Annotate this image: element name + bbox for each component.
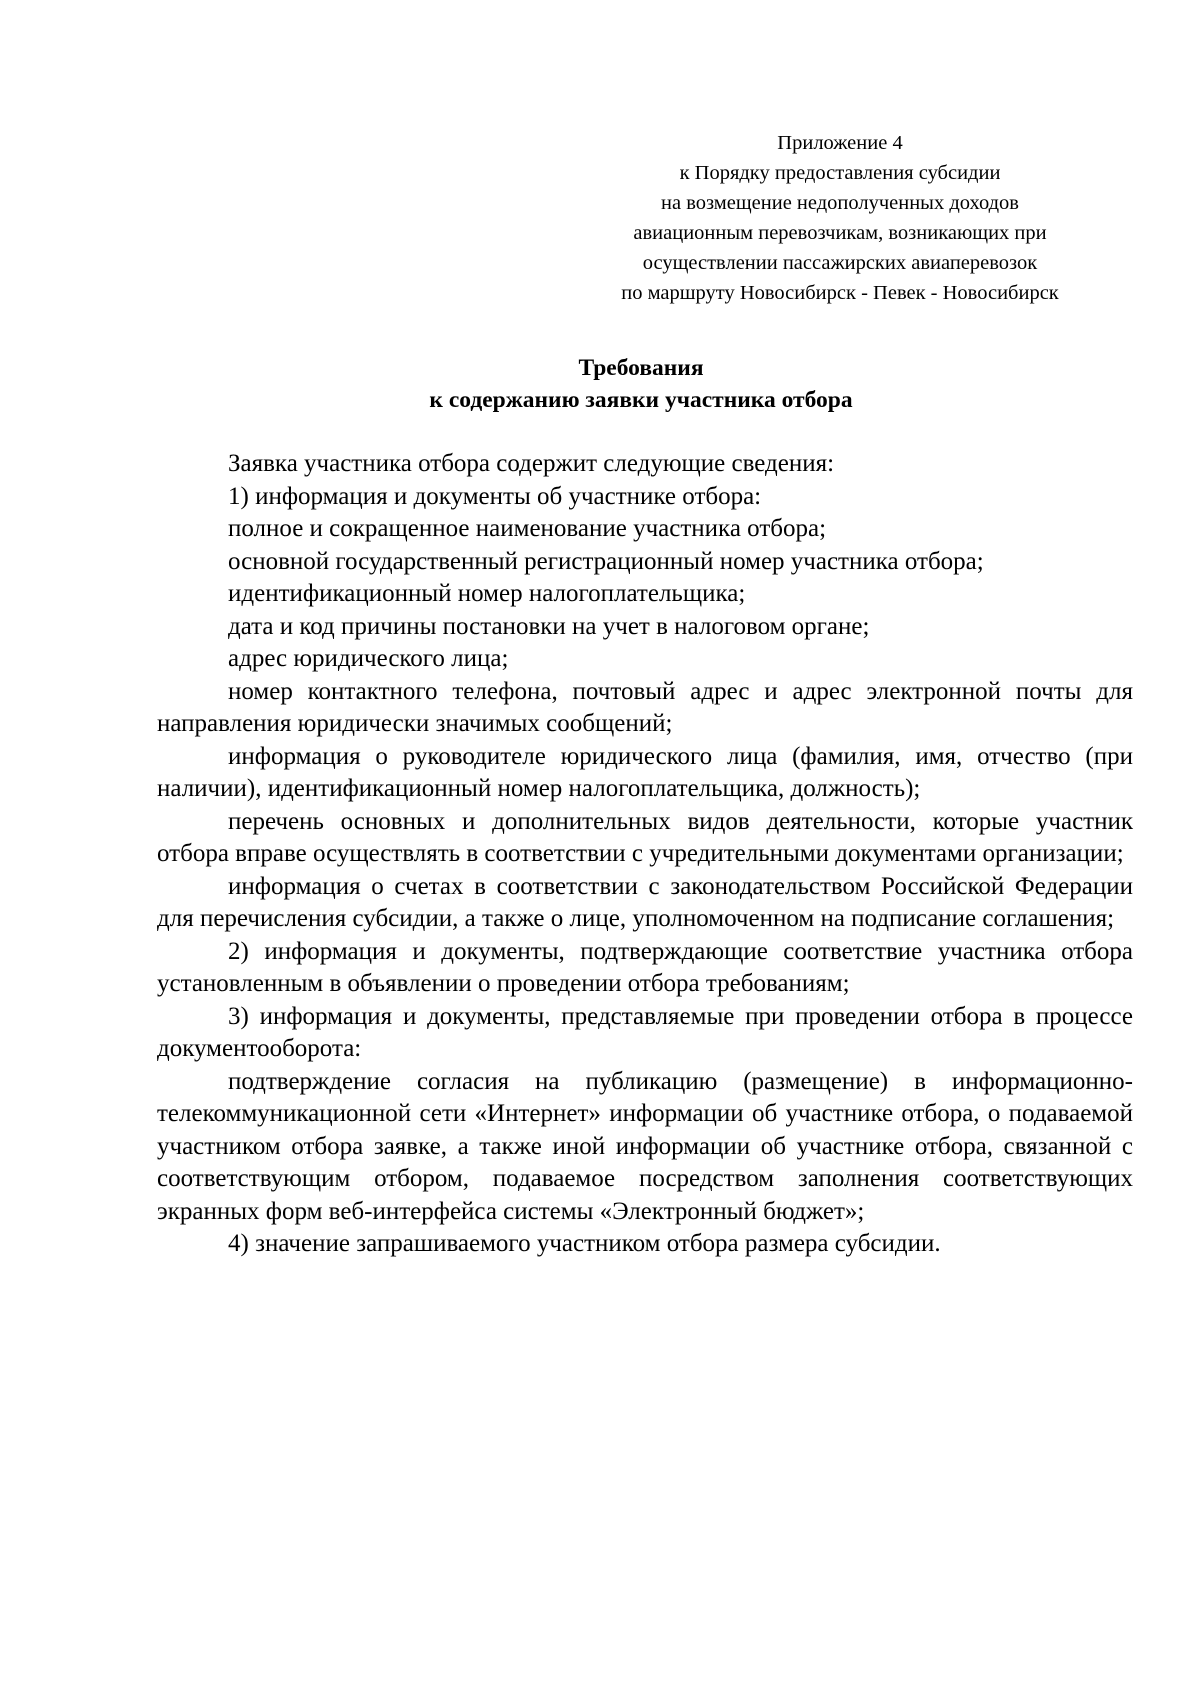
body-paragraph: 1) информация и документы об участнике отбора:: [228, 482, 762, 510]
appendix-line-number: Приложение 4: [777, 132, 903, 154]
appendix-reference: [600, 128, 1080, 308]
body-paragraph: основной государственный регистрационный номер участника отбора;: [228, 547, 984, 575]
appendix-line: на возмещение недополученных доходов: [661, 192, 1019, 214]
body-paragraph: 3) информация и документы, представляемые при проведении отбора в процессе документооборота:: [157, 1002, 1133, 1062]
body-paragraph: адрес юридического лица;: [228, 645, 509, 672]
body-paragraph: идентификационный номер налогоплательщика;: [228, 580, 746, 607]
body-paragraph: информация о счетах в соответствии с законодательством Российской Федерации для перечисления субсидии, а также о лице, уполномоченном на подписание соглашения;: [157, 872, 1133, 932]
document-subtitle: к содержанию заявки участника отбора: [429, 387, 853, 413]
body-paragraph: 4) значение запрашиваемого участником отбора размера субсидии.: [228, 1230, 941, 1257]
body-paragraph: подтверждение согласия на публикацию (размещение) в информационно-телекоммуникационной сети «Интернет» информации об участнике отбора, о подаваемой участником отбора заявке, а также иной информации об участнике отбора, связанной с соответствующим отбором, подаваемое посредством заполнения соответствующих экранных форм веб-интерфейса системы «Электронный бюджет»;: [157, 1067, 1133, 1225]
appendix-line: осуществлении пассажирских авиаперевозок: [642, 252, 1038, 274]
body-paragraph: полное и сокращенное наименование участника отбора;: [228, 515, 827, 542]
document-body: [157, 448, 1133, 1261]
document-heading: [0, 352, 1200, 416]
body-paragraph: номер контактного телефона, почтовый адрес и адрес электронной почты для направления юридически значимых сообщений;: [157, 677, 1133, 737]
body-paragraph: информация о руководителе юридического лица (фамилия, имя, отчество (при наличии), идентификационный номер налогоплательщика, должность);: [157, 742, 1133, 802]
body-paragraph: 2) информация и документы, подтверждающие соответствие участника отбора установленным в объявлении о проведении отбора требованиям;: [157, 937, 1133, 997]
appendix-line: по маршруту Новосибирск - Певек - Новосибирск: [621, 282, 1059, 304]
document-title: Требования: [578, 355, 704, 381]
appendix-line: авиационным перевозчикам, возникающих при: [633, 222, 1047, 244]
appendix-line: к Порядку предоставления субсидии: [679, 162, 1001, 184]
body-paragraph: перечень основных и дополнительных видов деятельности, которые участник отбора вправе осуществлять в соответствии с учредительными документами организации;: [157, 807, 1133, 867]
body-paragraph: Заявка участника отбора содержит следующие сведения:: [228, 450, 835, 477]
body-paragraph: дата и код причины постановки на учет в налоговом органе;: [228, 612, 870, 640]
